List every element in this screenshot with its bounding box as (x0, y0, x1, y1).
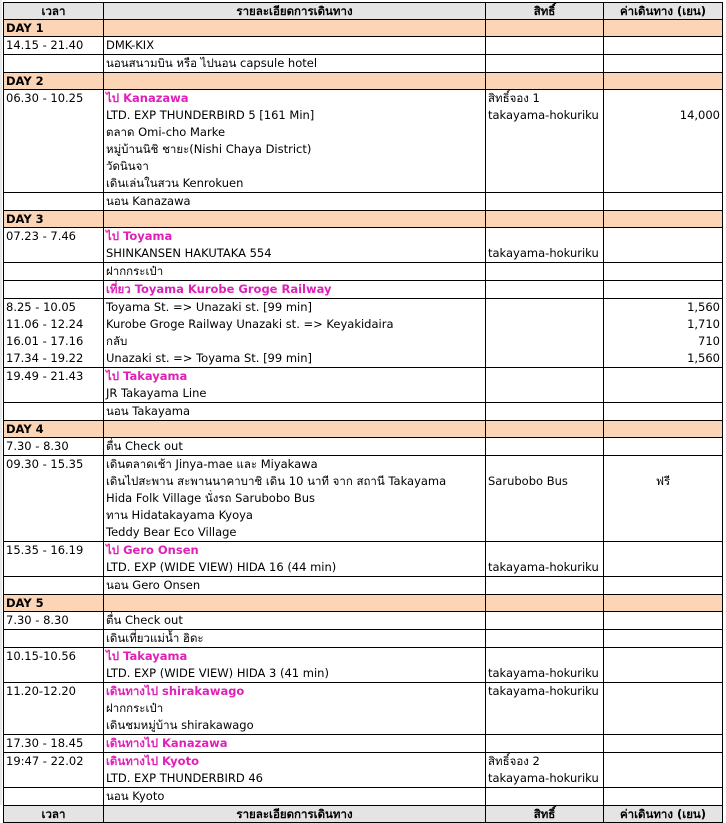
cost-cell[interactable] (604, 90, 723, 193)
time-cell[interactable] (4, 403, 104, 421)
pass-line: takayama-hokuriku (488, 666, 599, 680)
detail-line: Unazaki st. => Toyama St. [99 min] (106, 351, 313, 365)
detail-line: นอน Gero Onsen (106, 578, 201, 592)
pass-line: takayama-hokuriku (488, 246, 599, 260)
time-cell[interactable]: 15.35 - 16.19 (4, 542, 104, 577)
time-cell[interactable] (4, 281, 104, 299)
detail-line: เดินทางไป Kanazawa (106, 736, 228, 750)
pass-cell[interactable] (486, 55, 604, 73)
pass-cell[interactable] (486, 735, 604, 753)
time-cell[interactable]: 10.15-10.56 (4, 648, 104, 683)
details-cell[interactable] (104, 90, 486, 193)
cost-cell[interactable] (604, 403, 723, 421)
pass-cell[interactable] (486, 648, 604, 683)
day-label[interactable]: DAY 1 (4, 20, 104, 37)
pass-line: takayama-hokuriku (488, 684, 599, 698)
detail-line: ไป Toyama (106, 229, 173, 243)
day-label[interactable]: DAY 4 (4, 421, 104, 438)
cost-line (606, 456, 720, 473)
time-cell[interactable]: 09.30 - 15.35 (4, 456, 104, 542)
details-cell[interactable] (104, 577, 486, 595)
header-pass[interactable]: สิทธิ์ (486, 3, 604, 20)
detail-line: ทาน Hidatakayama Kyoya (106, 508, 253, 522)
detail-line: ไป Takayama (106, 649, 188, 663)
cost-cell[interactable] (604, 368, 723, 403)
table-row (4, 683, 723, 735)
table-row (4, 368, 723, 403)
detail-line: เที่ยว Toyama Kurobe Groge Railway (106, 282, 332, 296)
table-row (4, 403, 723, 421)
time-cell[interactable]: 7.30 - 8.30 (4, 612, 104, 630)
day-empty-cell[interactable] (486, 595, 604, 612)
detail-line: SHINKANSEN HAKUTAKA 554 (106, 246, 272, 260)
table-row (4, 90, 723, 193)
time-cell[interactable] (4, 55, 104, 73)
day-header-row (4, 595, 723, 612)
cost-cell[interactable] (604, 37, 723, 55)
header-details[interactable]: รายละเอียดการเดินทาง (104, 3, 486, 20)
pass-line: takayama-hokuriku (488, 108, 599, 122)
details-cell[interactable] (104, 683, 486, 735)
table-row (4, 281, 723, 299)
table-row (4, 542, 723, 577)
time-cell[interactable]: 07.23 - 7.46 (4, 228, 104, 263)
cost-cell[interactable] (604, 788, 723, 806)
detail-line: ไป Kanazawa (106, 91, 189, 105)
detail-line: Hida Folk Village นั่งรถ Sarubobo Bus (106, 491, 316, 505)
time-cell[interactable]: 19.49 - 21.43 (4, 368, 104, 403)
time-cell[interactable]: 19:47 - 22.02 (4, 753, 104, 788)
day-header-row (4, 421, 723, 438)
cost-cell[interactable] (604, 612, 723, 630)
pass-line (488, 542, 601, 559)
footer-cost[interactable]: ค่าเดินทาง (เยน) (604, 806, 723, 823)
detail-line: เดินทางไป Kyoto (106, 754, 199, 768)
day-empty-cell[interactable] (604, 421, 723, 438)
table-row (4, 577, 723, 595)
day-empty-cell[interactable] (604, 20, 723, 37)
footer-details[interactable]: รายละเอียดการเดินทาง (104, 806, 486, 823)
time-cell[interactable]: 14.15 - 21.40 (4, 37, 104, 55)
pass-cell[interactable] (486, 263, 604, 281)
pass-cell[interactable] (486, 788, 604, 806)
detail-line: ไป Takayama (106, 369, 188, 383)
pass-cell[interactable] (486, 281, 604, 299)
cost-line: 710 (698, 334, 720, 348)
pass-cell[interactable] (486, 753, 604, 788)
table-row (4, 263, 723, 281)
cost-cell[interactable] (604, 753, 723, 788)
time-cell[interactable]: 11.20-12.20 (4, 683, 104, 735)
detail-line: Toyama St. => Unazaki st. [99 min] (106, 300, 313, 314)
details-cell[interactable] (104, 612, 486, 630)
pass-line: takayama-hokuriku (488, 771, 599, 785)
day-header-row (4, 211, 723, 228)
pass-line (488, 648, 601, 665)
table-row (4, 193, 723, 211)
time-line: 11.06 - 12.24 (6, 317, 84, 331)
day-label[interactable]: DAY 3 (4, 211, 104, 228)
table-row (4, 648, 723, 683)
details-cell[interactable] (104, 456, 486, 542)
table-row (4, 37, 723, 55)
day-header-row (4, 20, 723, 37)
detail-line: นอน Kyoto (106, 789, 165, 803)
detail-line: วัดนินจา (106, 159, 149, 173)
table-row (4, 438, 723, 456)
pass-cell[interactable] (486, 438, 604, 456)
cost-cell[interactable] (604, 438, 723, 456)
detail-line: JR Takayama Line (106, 386, 207, 400)
details-cell[interactable] (104, 648, 486, 683)
day-empty-cell[interactable] (104, 73, 486, 90)
detail-line: นอน Takayama (106, 404, 191, 418)
detail-line: LTD. EXP THUNDERBIRD 5 [161 Min] (106, 108, 315, 122)
details-cell[interactable] (104, 735, 486, 753)
header-time[interactable]: เวลา (4, 3, 104, 20)
details-cell[interactable] (104, 542, 486, 577)
time-line: 16.01 - 17.16 (6, 334, 84, 348)
pass-cell[interactable] (486, 683, 604, 735)
cost-cell[interactable] (604, 456, 723, 542)
cost-line (606, 90, 720, 107)
detail-line: หมู่บ้านนิชิ ชายะ(Nishi Chaya District) (106, 142, 312, 156)
details-cell[interactable] (104, 630, 486, 648)
cost-cell[interactable] (604, 630, 723, 648)
table-row (4, 735, 723, 753)
pass-cell[interactable] (486, 228, 604, 263)
time-cell[interactable]: 7.30 - 8.30 (4, 438, 104, 456)
day-empty-cell[interactable] (604, 595, 723, 612)
cost-cell[interactable] (604, 228, 723, 263)
pass-line (488, 456, 601, 473)
time-cell[interactable] (4, 577, 104, 595)
day-label[interactable]: DAY 5 (4, 595, 104, 612)
pass-cell[interactable] (486, 612, 604, 630)
pass-cell[interactable] (486, 456, 604, 542)
detail-line: ตื่น Check out (106, 613, 183, 627)
table-row (4, 788, 723, 806)
pass-cell[interactable] (486, 37, 604, 55)
detail-line: เดินทางไป shirakawago (106, 684, 245, 698)
detail-line: นอน Kanazawa (106, 194, 191, 208)
detail-line: ตื่น Check out (106, 439, 183, 453)
table-row (4, 612, 723, 630)
detail-line: ฝากกระเป๋า (106, 701, 164, 715)
time-cell[interactable] (4, 193, 104, 211)
cost-line: 1,560 (687, 300, 720, 314)
table-row (4, 456, 723, 542)
day-empty-cell[interactable] (104, 20, 486, 37)
detail-line: เดินชมหมู่บ้าน shirakawago (106, 718, 254, 732)
cost-cell[interactable] (604, 542, 723, 577)
details-cell[interactable] (104, 37, 486, 55)
details-cell[interactable] (104, 368, 486, 403)
day-empty-cell[interactable] (486, 20, 604, 37)
cost-line: 1,560 (687, 351, 720, 365)
details-cell[interactable] (104, 753, 486, 788)
itinerary-table (3, 2, 723, 823)
time-cell[interactable]: 17.30 - 18.45 (4, 735, 104, 753)
day-empty-cell[interactable] (604, 73, 723, 90)
detail-line: เดินเล่นในสวน Kenrokuen (106, 176, 244, 190)
footer-time[interactable]: เวลา (4, 806, 104, 823)
details-cell[interactable] (104, 228, 486, 263)
pass-cell[interactable] (486, 630, 604, 648)
header-row-bottom (4, 806, 723, 823)
pass-cell[interactable] (486, 403, 604, 421)
day-empty-cell[interactable] (104, 211, 486, 228)
cost-line: 1,710 (687, 317, 720, 331)
day-header-row (4, 73, 723, 90)
details-cell[interactable] (104, 403, 486, 421)
table-row (4, 630, 723, 648)
detail-line: เดินไปสะพาน สะพานนาคาบาชิ เดิน 10 นาที จาก สถานี Takayama (106, 474, 447, 488)
detail-line: นอนสนามบิน หรือ ไปนอน capsule hotel (106, 56, 318, 70)
time-cell[interactable] (4, 263, 104, 281)
day-empty-cell[interactable] (104, 421, 486, 438)
details-cell[interactable] (104, 438, 486, 456)
table-row (4, 753, 723, 788)
cost-cell[interactable] (604, 263, 723, 281)
day-empty-cell[interactable] (604, 211, 723, 228)
cost-line: ฟรี (655, 474, 671, 488)
details-cell[interactable] (104, 55, 486, 73)
cost-cell[interactable] (604, 299, 723, 368)
pass-line: สิทธิ์จอง 2 (488, 754, 540, 768)
day-empty-cell[interactable] (486, 211, 604, 228)
cost-line: 14,000 (679, 108, 720, 122)
time-line: 17.34 - 19.22 (6, 351, 84, 365)
pass-line: สิทธิ์จอง 1 (488, 91, 540, 105)
detail-line: Kurobe Groge Railway Unazaki st. => Keyakidaira (106, 317, 394, 331)
pass-cell[interactable] (486, 368, 604, 403)
details-cell[interactable] (104, 788, 486, 806)
pass-line: Sarubobo Bus (488, 474, 568, 488)
cost-cell[interactable] (604, 683, 723, 735)
pass-line (488, 228, 601, 245)
pass-cell[interactable] (486, 577, 604, 595)
pass-cell[interactable] (486, 193, 604, 211)
time-cell[interactable] (4, 630, 104, 648)
detail-line: LTD. EXP (WIDE VIEW) HIDA 3 (41 min) (106, 666, 329, 680)
footer-pass[interactable]: สิทธิ์ (486, 806, 604, 823)
pass-line: takayama-hokuriku (488, 560, 599, 574)
detail-line: ตลาด Omi-cho Marke (106, 125, 226, 139)
time-cell[interactable] (4, 299, 104, 368)
detail-line: DMK-KIX (106, 38, 155, 52)
day-empty-cell[interactable] (486, 73, 604, 90)
detail-line: เดินเที่ยวแม่น้ำ ฮิดะ (106, 631, 204, 645)
pass-cell[interactable] (486, 299, 604, 368)
header-cost[interactable]: ค่าเดินทาง (เยน) (604, 3, 723, 20)
cost-cell[interactable] (604, 648, 723, 683)
day-empty-cell[interactable] (104, 595, 486, 612)
table-row (4, 299, 723, 368)
time-line: 8.25 - 10.05 (6, 300, 76, 314)
time-cell[interactable] (4, 788, 104, 806)
itinerary-body (4, 3, 723, 806)
cost-cell[interactable] (604, 193, 723, 211)
details-cell[interactable] (104, 281, 486, 299)
details-cell[interactable] (104, 299, 486, 368)
day-label[interactable]: DAY 2 (4, 73, 104, 90)
cost-cell[interactable] (604, 55, 723, 73)
table-row (4, 228, 723, 263)
header-row-top (4, 3, 723, 20)
cost-cell[interactable] (604, 577, 723, 595)
table-row (4, 55, 723, 73)
pass-cell[interactable] (486, 90, 604, 193)
detail-line: ไป Gero Onsen (106, 543, 199, 557)
details-cell[interactable] (104, 263, 486, 281)
time-cell[interactable]: 06.30 - 10.25 (4, 90, 104, 193)
left-window-edge (0, 0, 2, 805)
detail-line: LTD. EXP THUNDERBIRD 46 (106, 771, 263, 785)
day-empty-cell[interactable] (486, 421, 604, 438)
cost-cell[interactable] (604, 735, 723, 753)
detail-line: กลับ (106, 334, 128, 348)
detail-line: เดินตลาดเช้า Jinya-mae และ Miyakawa (106, 457, 318, 471)
details-cell[interactable] (104, 193, 486, 211)
detail-line: ฝากกระเป๋า (106, 264, 164, 278)
detail-line: LTD. EXP (WIDE VIEW) HIDA 16 (44 min) (106, 560, 337, 574)
pass-cell[interactable] (486, 542, 604, 577)
detail-line: Teddy Bear Eco Village (106, 525, 237, 539)
cost-cell[interactable] (604, 281, 723, 299)
